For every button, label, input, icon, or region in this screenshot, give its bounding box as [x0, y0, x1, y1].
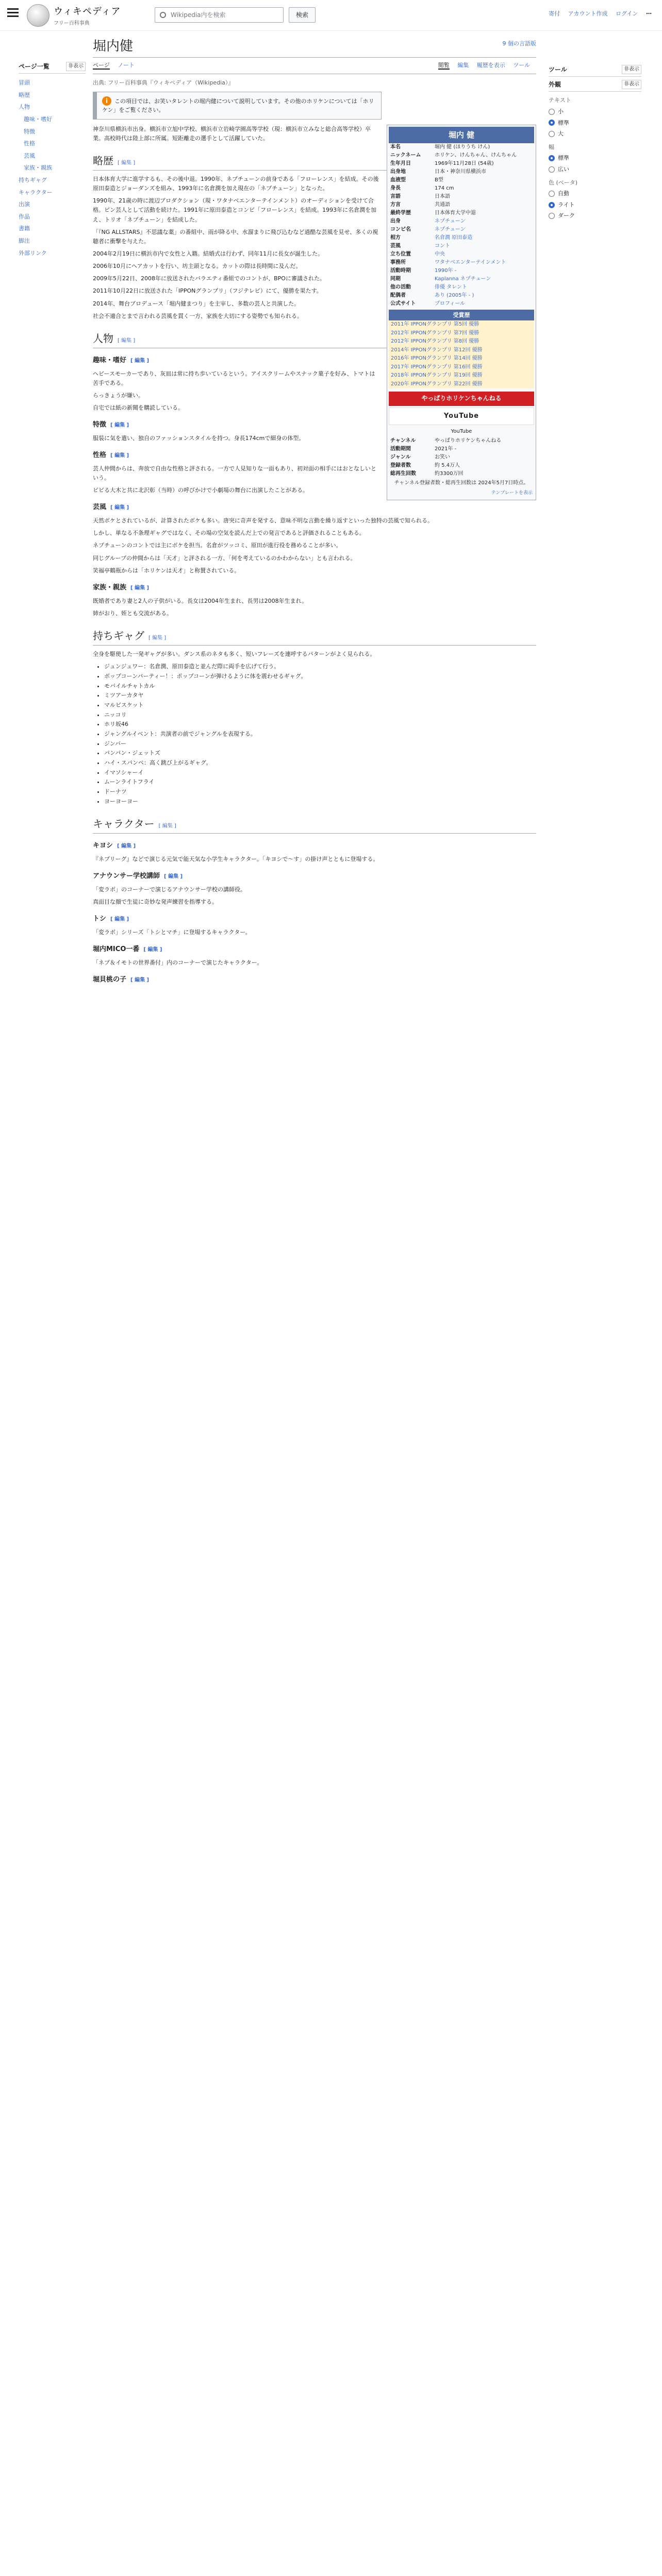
- radio-icon: [549, 109, 555, 115]
- list-item: • ジンバー: [104, 739, 536, 749]
- subsection-heading-text: 性格: [93, 451, 107, 460]
- site-header: [0, 0, 662, 31]
- toc-item[interactable]: 芸風: [24, 152, 35, 159]
- subsection-heading: [93, 944, 536, 955]
- paragraph: 『ネプリーグ』などで演じる元気で能天気な小学生キャラクター。「キヨシで〜す」の掛け声とともに登場する。: [93, 856, 379, 863]
- infobox-value[interactable]: 中央: [435, 251, 445, 257]
- infobox-row: [389, 151, 534, 160]
- paragraph: 「『NG ALLSTARS』不思議な薬」の番組中、雨が降る中、水溜まりに飛び込むなど過酷な芸風を見せ、多くの視聴者に衝撃を与えた。: [93, 228, 378, 245]
- gag-list: [104, 662, 536, 806]
- donate-link[interactable]: 寄付: [549, 10, 560, 17]
- infobox-row: [389, 250, 534, 259]
- paragraph: 服装に気を遣い、独自のファッションスタイルを持つ。身長174cmで細身の体型。: [93, 435, 305, 442]
- list-item: • ミツアーカタヤ: [104, 691, 536, 701]
- list-item: • ヨーヨーヨー: [104, 797, 536, 807]
- infobox-value[interactable]: ネプチューン: [435, 218, 466, 224]
- tab-read[interactable]: 閲覧: [438, 62, 450, 69]
- subsection-heading-text: トシ: [93, 915, 107, 923]
- edit-section-link[interactable]: [ 編集 ]: [118, 337, 136, 344]
- opt-label: 大: [558, 130, 564, 138]
- radio-selected-icon: [549, 155, 555, 161]
- paragraph: 「ネプ＆イモトの世界番付」内のコーナーで演じたキャラクター。: [93, 959, 263, 967]
- infobox-value[interactable]: 1990年 -: [435, 267, 457, 274]
- paragraph: 既婚者であり妻と2人の子供がいる。長女は2004年生まれ、長男は2008年生まれ。: [93, 597, 308, 604]
- paragraph: 自宅では紙の新聞を購読している。: [93, 404, 184, 412]
- list-item: • ジャングルイベント：共演者の前でジャングルを表現する。: [104, 730, 536, 739]
- width-label: 幅: [549, 143, 554, 150]
- page-title: [93, 33, 536, 58]
- wordmark-text: ウィキペディア: [54, 6, 121, 17]
- paragraph: ヘビースモーカーであり、灰皿は常に持ち歩いているという。アイスクリームやスナック菓子を好み、トマトは苦手である。: [93, 370, 375, 386]
- toc-heading: [19, 62, 86, 74]
- tools-heading: [549, 65, 641, 77]
- text-size-small[interactable]: [549, 107, 641, 116]
- tab-edit[interactable]: 編集: [457, 62, 469, 69]
- edit-link: [110, 917, 129, 922]
- edit-section-link[interactable]: [ 編集 ]: [143, 947, 162, 953]
- source-line: 出典: フリー百科事典『ウィキペディア（Wikipedia）』: [93, 79, 234, 86]
- paragraph: 「変ラボ」シリーズ「トシとマチ」に登場するキャラクター。: [93, 929, 251, 936]
- list-item: • ホリ坂46: [104, 720, 536, 730]
- infobox-key: 他の活動: [390, 284, 411, 290]
- paragraph: 2014年、舞台プロデュース「堀内健まつり」を主宰し、多数の芸人と共演した。: [93, 300, 300, 307]
- table-of-contents: [19, 62, 86, 259]
- edit-section-link[interactable]: [ 編集 ]: [110, 422, 129, 429]
- award-item[interactable]: 2012年 IPPONグランプリ 第7回 優勝: [389, 329, 534, 338]
- subsection-heading: [93, 502, 536, 513]
- toc-item[interactable]: 脚注: [19, 237, 30, 244]
- infobox-key: 相方: [390, 234, 401, 241]
- tab-tools[interactable]: ツール: [513, 62, 530, 69]
- youtube-value: 2021年 -: [435, 446, 457, 452]
- hatnote-text: この項目では、お笑いタレントの堀内健について説明しています。その他のホリケンについては「ホリケン」をご覧ください。: [102, 97, 374, 114]
- youtube-row: [389, 470, 534, 478]
- appearance-label: 外観: [549, 81, 561, 89]
- edit-section-link[interactable]: [ 編集 ]: [117, 843, 136, 850]
- login-link[interactable]: ログイン: [616, 10, 638, 17]
- youtube-key: 活動期間: [390, 446, 411, 452]
- edit-link: [110, 422, 129, 428]
- color-light[interactable]: [549, 200, 641, 210]
- edit-section-link[interactable]: [ 編集 ]: [164, 874, 183, 880]
- infobox-value[interactable]: ワタナベエンターテインメント: [435, 259, 506, 265]
- page-title-text: 堀内健: [93, 39, 134, 54]
- infobox-row: [389, 184, 534, 193]
- appearance-hide-button[interactable]: 非表示: [622, 80, 641, 89]
- infobox-value: 日本体育大学中退: [435, 210, 476, 216]
- more-icon[interactable]: ⋯: [646, 10, 652, 17]
- subsection-heading: [93, 871, 536, 882]
- infobox-row: [389, 234, 534, 242]
- subsection-heading-text: アナウンサー学校講師: [93, 872, 160, 880]
- paragraph: 芸人仲間からは、奔放で自由な性格と評される。一方で人見知りな一面もあり、初対面の相手にはおとなしいという。: [93, 465, 376, 482]
- search-icon: [160, 12, 166, 18]
- edit-section-link[interactable]: [ 編集 ]: [110, 917, 129, 923]
- edit-section-link[interactable]: [ 編集 ]: [148, 635, 167, 641]
- subsection-heading-text: キヨシ: [93, 842, 113, 850]
- paragraph: らっきょうが嫌い。: [93, 392, 144, 399]
- youtube-logo: YouTube: [389, 408, 534, 426]
- article-body: [93, 125, 536, 986]
- toc-item[interactable]: 出演: [19, 201, 30, 208]
- infobox-row: [389, 275, 534, 283]
- radio-selected-icon: [549, 202, 555, 208]
- list-item: • ドーナツ: [104, 787, 536, 797]
- tab-history[interactable]: 履歴を表示: [476, 62, 505, 69]
- radio-icon: [549, 213, 555, 219]
- template-link[interactable]: テンプレートを表示: [491, 490, 533, 496]
- list-item: • ニッコリ: [104, 710, 536, 720]
- section-heading: [93, 628, 536, 646]
- edit-link: [118, 338, 135, 344]
- infobox-key: 公式サイト: [390, 300, 416, 307]
- edit-link: [148, 635, 166, 641]
- section-heading: [93, 816, 536, 834]
- paragraph: 2004年2月19日に横浜市内で女性と入籍。結婚式は行わず、同年11月に長女が誕生した。: [93, 250, 324, 258]
- toc-item[interactable]: 人物: [19, 104, 30, 111]
- edit-link: [130, 585, 149, 591]
- subsection-heading-text: 趣味・嗜好: [93, 356, 127, 364]
- opt-label: 広い: [558, 165, 569, 173]
- list-item: • パンパン・ジェットズ: [104, 749, 536, 758]
- infobox-value[interactable]: あり (2005年 - ): [435, 292, 474, 298]
- personal-tools: [542, 9, 652, 19]
- opt-label: 標準: [558, 119, 569, 126]
- opt-label: ライト: [558, 201, 575, 208]
- tab-talk[interactable]: ノート: [118, 62, 135, 69]
- opt-label: 自動: [558, 190, 569, 197]
- color-label: [549, 178, 641, 188]
- infobox-key: 出身地: [390, 168, 406, 175]
- infobox-key: 活動時期: [390, 267, 411, 274]
- infobox-key: 方言: [390, 201, 401, 208]
- infobox-row: [389, 201, 534, 209]
- infobox-value[interactable]: 俳優 タレント: [435, 284, 467, 290]
- toc-item[interactable]: 略歴: [19, 91, 30, 98]
- paragraph: 2006年10月にヘアカットを行い、坊主頭となる。カットの際は長時間に及んだ。: [93, 263, 302, 270]
- infobox-row: [389, 226, 534, 234]
- subsection-heading-text: 堀内MICO一番: [93, 945, 140, 954]
- infobox-row: [389, 160, 534, 168]
- infobox-key: 同期: [390, 276, 401, 282]
- toc-item[interactable]: 書籍: [19, 225, 30, 232]
- paragraph: 2009年5月22日、2008年に放送されたバラエティ番組でのコントが、BPOに審議された。: [93, 275, 325, 282]
- infobox-value[interactable]: 名倉潤 原田泰造: [435, 234, 473, 241]
- awards-heading: 受賞歴: [389, 310, 534, 321]
- info-icon: i: [102, 96, 111, 106]
- youtube-key: 総再生回数: [390, 471, 416, 477]
- edit-link: [159, 823, 176, 829]
- search-placeholder: Wikipedia内を検索: [171, 11, 226, 19]
- paragraph: 社会不適合とまで言われる芸風を貫く一方、家族を大切にする姿勢でも知られる。: [93, 312, 303, 319]
- create-account-link[interactable]: アカウント作成: [568, 10, 608, 17]
- toc-item[interactable]: キャラクター: [19, 189, 53, 196]
- tools-label: ツール: [549, 66, 567, 73]
- award-item[interactable]: 2018年 IPPONグランプリ 第19回 優勝: [389, 371, 534, 380]
- width-wide[interactable]: [549, 165, 641, 174]
- list-item: • ハイ・スパンペ：高く跳び上がるギャグ。: [104, 758, 536, 768]
- edit-section-link[interactable]: [ 編集 ]: [110, 505, 129, 511]
- infobox-key: 事務所: [390, 259, 406, 265]
- infobox-key: 出身: [390, 218, 401, 224]
- subsection-heading: [93, 975, 536, 986]
- paragraph: 姉がおり、姪とも交流がある。: [93, 609, 172, 617]
- infobox-value[interactable]: ネプチューン: [435, 226, 466, 232]
- paragraph: 真面目な顔で生徒に奇妙な発声練習を指導する。: [93, 899, 218, 906]
- edit-link: [130, 977, 149, 983]
- infobox-row: [389, 193, 534, 201]
- infobox-row: [389, 267, 534, 275]
- section-heading-text: 略歴: [93, 155, 113, 167]
- award-item[interactable]: 2017年 IPPONグランプリ 第16回 優勝: [389, 363, 534, 372]
- toc-item[interactable]: 冒頭: [19, 79, 30, 87]
- section-heading-text: 人物: [93, 332, 113, 345]
- infobox-key: 最終学歴: [390, 210, 411, 216]
- infobox-title: 堀内 健: [389, 127, 534, 143]
- subsection-heading-text: 特徴: [93, 421, 107, 429]
- edit-link: [110, 453, 129, 459]
- main-menu-icon[interactable]: [7, 8, 19, 18]
- article: [93, 33, 536, 989]
- youtube-heading: YouTube: [451, 429, 472, 435]
- paragraph: しかし、単なる不条理ギャグではなく、その場の空気を読んだ上での発言であると評価されることもある。: [93, 530, 365, 537]
- opt-label: ダーク: [558, 212, 575, 219]
- infobox-value: 日本語: [435, 193, 450, 199]
- youtube-value: 約 5.4万人: [435, 463, 460, 469]
- youtube-key: 登録者数: [390, 463, 411, 469]
- infobox-key: コンビ名: [390, 226, 411, 232]
- edit-section-link[interactable]: [ 編集 ]: [110, 453, 129, 459]
- youtube-key: ジャンル: [390, 454, 411, 461]
- infobox-row: [389, 143, 534, 151]
- paragraph: 笑福亭鶴瓶からは「ホリケンは天才」と称賛されている。: [93, 567, 240, 574]
- infobox-row: [389, 300, 534, 308]
- paragraph: ネプチューンのコントでは主にボケを担当。名倉がツッコミ、原田が進行役を務めることが多い。: [93, 542, 342, 549]
- edit-link: [110, 505, 129, 511]
- infobox-key: 芸風: [390, 243, 401, 249]
- award-item[interactable]: 2016年 IPPONグランプリ 第14回 優勝: [389, 354, 534, 363]
- infobox-row: [389, 176, 534, 184]
- edit-link: [164, 874, 183, 879]
- infobox-key: ニックネーム: [390, 152, 421, 158]
- paragraph: 天然ボケとされているが、計算されたボケも多い。唐突に奇声を発する、意味不明な言動を繰り返すといった独特の芸風で知られる。: [93, 517, 433, 524]
- edit-link: [143, 947, 162, 953]
- section-heading-text: 持ちギャグ: [93, 629, 144, 642]
- infobox-key: 生年月日: [390, 160, 411, 166]
- appearance-heading: [549, 80, 641, 92]
- infobox-row: [389, 168, 534, 176]
- edit-section-link[interactable]: [ 編集 ]: [130, 585, 150, 591]
- hatnote: [93, 92, 382, 120]
- awards-list: [389, 320, 534, 388]
- toc-item[interactable]: 性格: [24, 140, 35, 147]
- infobox: [387, 125, 536, 500]
- infobox-row: [389, 283, 534, 292]
- list-item: • マルビスケット: [104, 701, 536, 710]
- subsection-heading: [93, 583, 536, 594]
- toc-item[interactable]: 外部リンク: [19, 249, 47, 257]
- list-item: • ジュンジュワー：名倉潤、原田泰造と並んだ際に両手を広げて行う。: [104, 662, 536, 672]
- paragraph: 同じグループの仲間からは「天才」と評される一方、「何を考えているのかわからない」とも言われる。: [93, 554, 356, 562]
- infobox-value: 174 cm: [435, 185, 454, 191]
- infobox-row: [389, 292, 534, 300]
- youtube-rows: [389, 437, 534, 478]
- award-item[interactable]: 2011年 IPPONグランプリ 第5回 優勝: [389, 320, 534, 329]
- infobox-key: 言語: [390, 193, 401, 199]
- beta-label: (ベータ): [556, 179, 578, 186]
- page-tabs: [93, 61, 536, 74]
- subsection-heading: [93, 841, 536, 852]
- infobox-value: 堀内 健 (ほりうち けん): [435, 144, 490, 150]
- subsection-heading: [93, 914, 536, 925]
- wordmark-tagline: フリー百科事典: [54, 20, 90, 26]
- color-dark[interactable]: [549, 211, 641, 221]
- subsection-heading-text: 芸風: [93, 503, 107, 512]
- radio-icon: [549, 131, 555, 137]
- infobox-value[interactable]: コント: [435, 243, 450, 249]
- infobox-row: [389, 259, 534, 267]
- infobox-key: 本名: [390, 144, 401, 150]
- infobox-value: 共通語: [435, 201, 450, 208]
- award-item[interactable]: 2020年 IPPONグランプリ 第22回 優勝: [389, 380, 534, 389]
- infobox-row: [389, 217, 534, 226]
- youtube-value: やっぱりホリケンちゃんねる: [435, 438, 502, 444]
- infobox-value: ホリケン、けんちゃん、けんちゃん: [435, 152, 517, 158]
- edit-section-link[interactable]: [ 編集 ]: [158, 823, 176, 829]
- award-item[interactable]: 2014年 IPPONグランプリ 第12回 優勝: [389, 346, 534, 355]
- tab-page[interactable]: ページ: [93, 62, 110, 69]
- infobox-value[interactable]: プロフィール: [435, 300, 465, 307]
- toc-hide-button[interactable]: 非表示: [66, 62, 86, 71]
- award-item[interactable]: 2012年 IPPONグランプリ 第8回 優勝: [389, 337, 534, 346]
- radio-icon: [549, 191, 555, 197]
- list-item: • モバイルチャトカル: [104, 682, 536, 691]
- toc-item[interactable]: 家族・親族: [24, 164, 52, 172]
- section-heading-text: キャラクター: [93, 818, 155, 831]
- appearance-panel: [549, 62, 641, 223]
- edit-section-link[interactable]: [ 編集 ]: [130, 358, 150, 364]
- list-item: • イマソシャーイ: [104, 768, 536, 778]
- infobox-value: 1969年11月28日 (54歳): [435, 160, 494, 166]
- list-item: • ムーンライトフライ: [104, 777, 536, 787]
- youtube-channel-label: やっぱりホリケンちゃんねる: [389, 392, 534, 405]
- toc-item[interactable]: 特徴: [24, 128, 35, 135]
- youtube-value: お笑い: [435, 454, 450, 461]
- infobox-key: 配偶者: [390, 292, 406, 298]
- infobox-row: [389, 242, 534, 250]
- language-button[interactable]: 9 個の言語版: [502, 40, 536, 47]
- infobox-value: 日本・神奈川県横浜市: [435, 168, 486, 175]
- youtube-key: チャンネル: [390, 438, 416, 444]
- wikipedia-globe-logo[interactable]: [27, 4, 49, 27]
- paragraph: 神奈川県横浜市出身。横浜市立旭中学校、横浜市立岩崎学園高等学校（現：横浜市立みなと総合高等学校）卒業。高校時代は陸上部に所属。短距離走の選手として活躍していた。: [93, 125, 371, 142]
- infobox-row: [389, 209, 534, 217]
- edit-section-link[interactable]: [ 編集 ]: [118, 160, 136, 166]
- toc-item[interactable]: 趣味・嗜好: [24, 115, 52, 123]
- tools-hide-button[interactable]: 非表示: [622, 65, 641, 74]
- color-label-text: 色: [549, 179, 554, 186]
- paragraph: 日本体育大学に進学するも、その後中退。1990年、ネプチューンの前身である「フローレンス」を結成。その後原田泰造とジョーダンズを組み、1993年に名倉潤を加え現在の「ネプチューン」となった。: [93, 176, 379, 192]
- wikipedia-wordmark[interactable]: [54, 5, 121, 28]
- radio-icon: [549, 166, 555, 173]
- text-size-label: テキスト: [549, 97, 571, 104]
- toc-heading-label: ページ一覧: [19, 63, 49, 70]
- subsection-heading-text: 家族・親族: [93, 583, 127, 591]
- search-button[interactable]: 検索: [289, 7, 316, 23]
- toc-item[interactable]: 持ちギャグ: [19, 176, 47, 183]
- subsection-heading-text: 堀貝桃の子: [93, 976, 127, 984]
- infobox-value[interactable]: Kaplanna ネプチューン: [435, 276, 491, 282]
- paragraph: 1990年、21歳の時に渡辺プロダクション（現・ワタナベエンターテインメント）のオーディションを受けて合格。ピン芸人として活動を続けた。1991年に原田泰造とコンビ「フローレンス」を結成。1993年に名倉潤を加え、トリオ「ネプチューン」を結成した。: [93, 197, 377, 223]
- paragraph: ビビる大木と共に北沢彰（当時）の呼びかけで小劇場の舞台に出演したことがある。: [93, 487, 308, 494]
- edit-link: [118, 160, 135, 166]
- edit-link: [117, 843, 136, 849]
- text-size-standard[interactable]: [549, 118, 641, 128]
- toc-item[interactable]: 作品: [19, 213, 30, 220]
- infobox-key: 身長: [390, 185, 401, 191]
- infobox-value: B型: [435, 177, 443, 183]
- infobox-key: 立ち位置: [390, 251, 411, 257]
- text-size-large[interactable]: [549, 129, 641, 139]
- youtube-row: [389, 453, 534, 462]
- youtube-row: [389, 462, 534, 470]
- opt-label: 標準: [558, 155, 569, 162]
- width-standard[interactable]: [549, 154, 641, 163]
- color-auto[interactable]: [549, 189, 641, 198]
- edit-section-link[interactable]: [ 編集 ]: [130, 977, 150, 984]
- paragraph: 「変ラボ」のコーナーで演じるアナウンサー学校の講師役。: [93, 886, 246, 893]
- opt-label: 小: [558, 108, 564, 115]
- youtube-row: [389, 445, 534, 453]
- infobox-rows: [389, 143, 534, 308]
- radio-selected-icon: [549, 120, 555, 126]
- paragraph: 全身を駆使した一発ギャグが多い。ダンス系のネタも多く、短いフレーズを連呼するパターンがよく見られる。: [93, 650, 376, 657]
- paragraph: 2011年10月22日に放送された「IPPONグランプリ」（フジテレビ）にて、優勝を果たす。: [93, 287, 322, 295]
- youtube-value: 約3300万回: [435, 471, 464, 477]
- youtube-row: [389, 437, 534, 445]
- search-input[interactable]: [155, 7, 284, 23]
- edit-link: [130, 358, 149, 364]
- youtube-note: チャンネル登録者数・総再生回数は 2024年5月7日時点。: [394, 480, 529, 486]
- list-item: • ボップコーンパーティー！：ポップコーンが弾けるように体を震わせるギャグ。: [104, 672, 536, 682]
- infobox-key: 血液型: [390, 177, 406, 183]
